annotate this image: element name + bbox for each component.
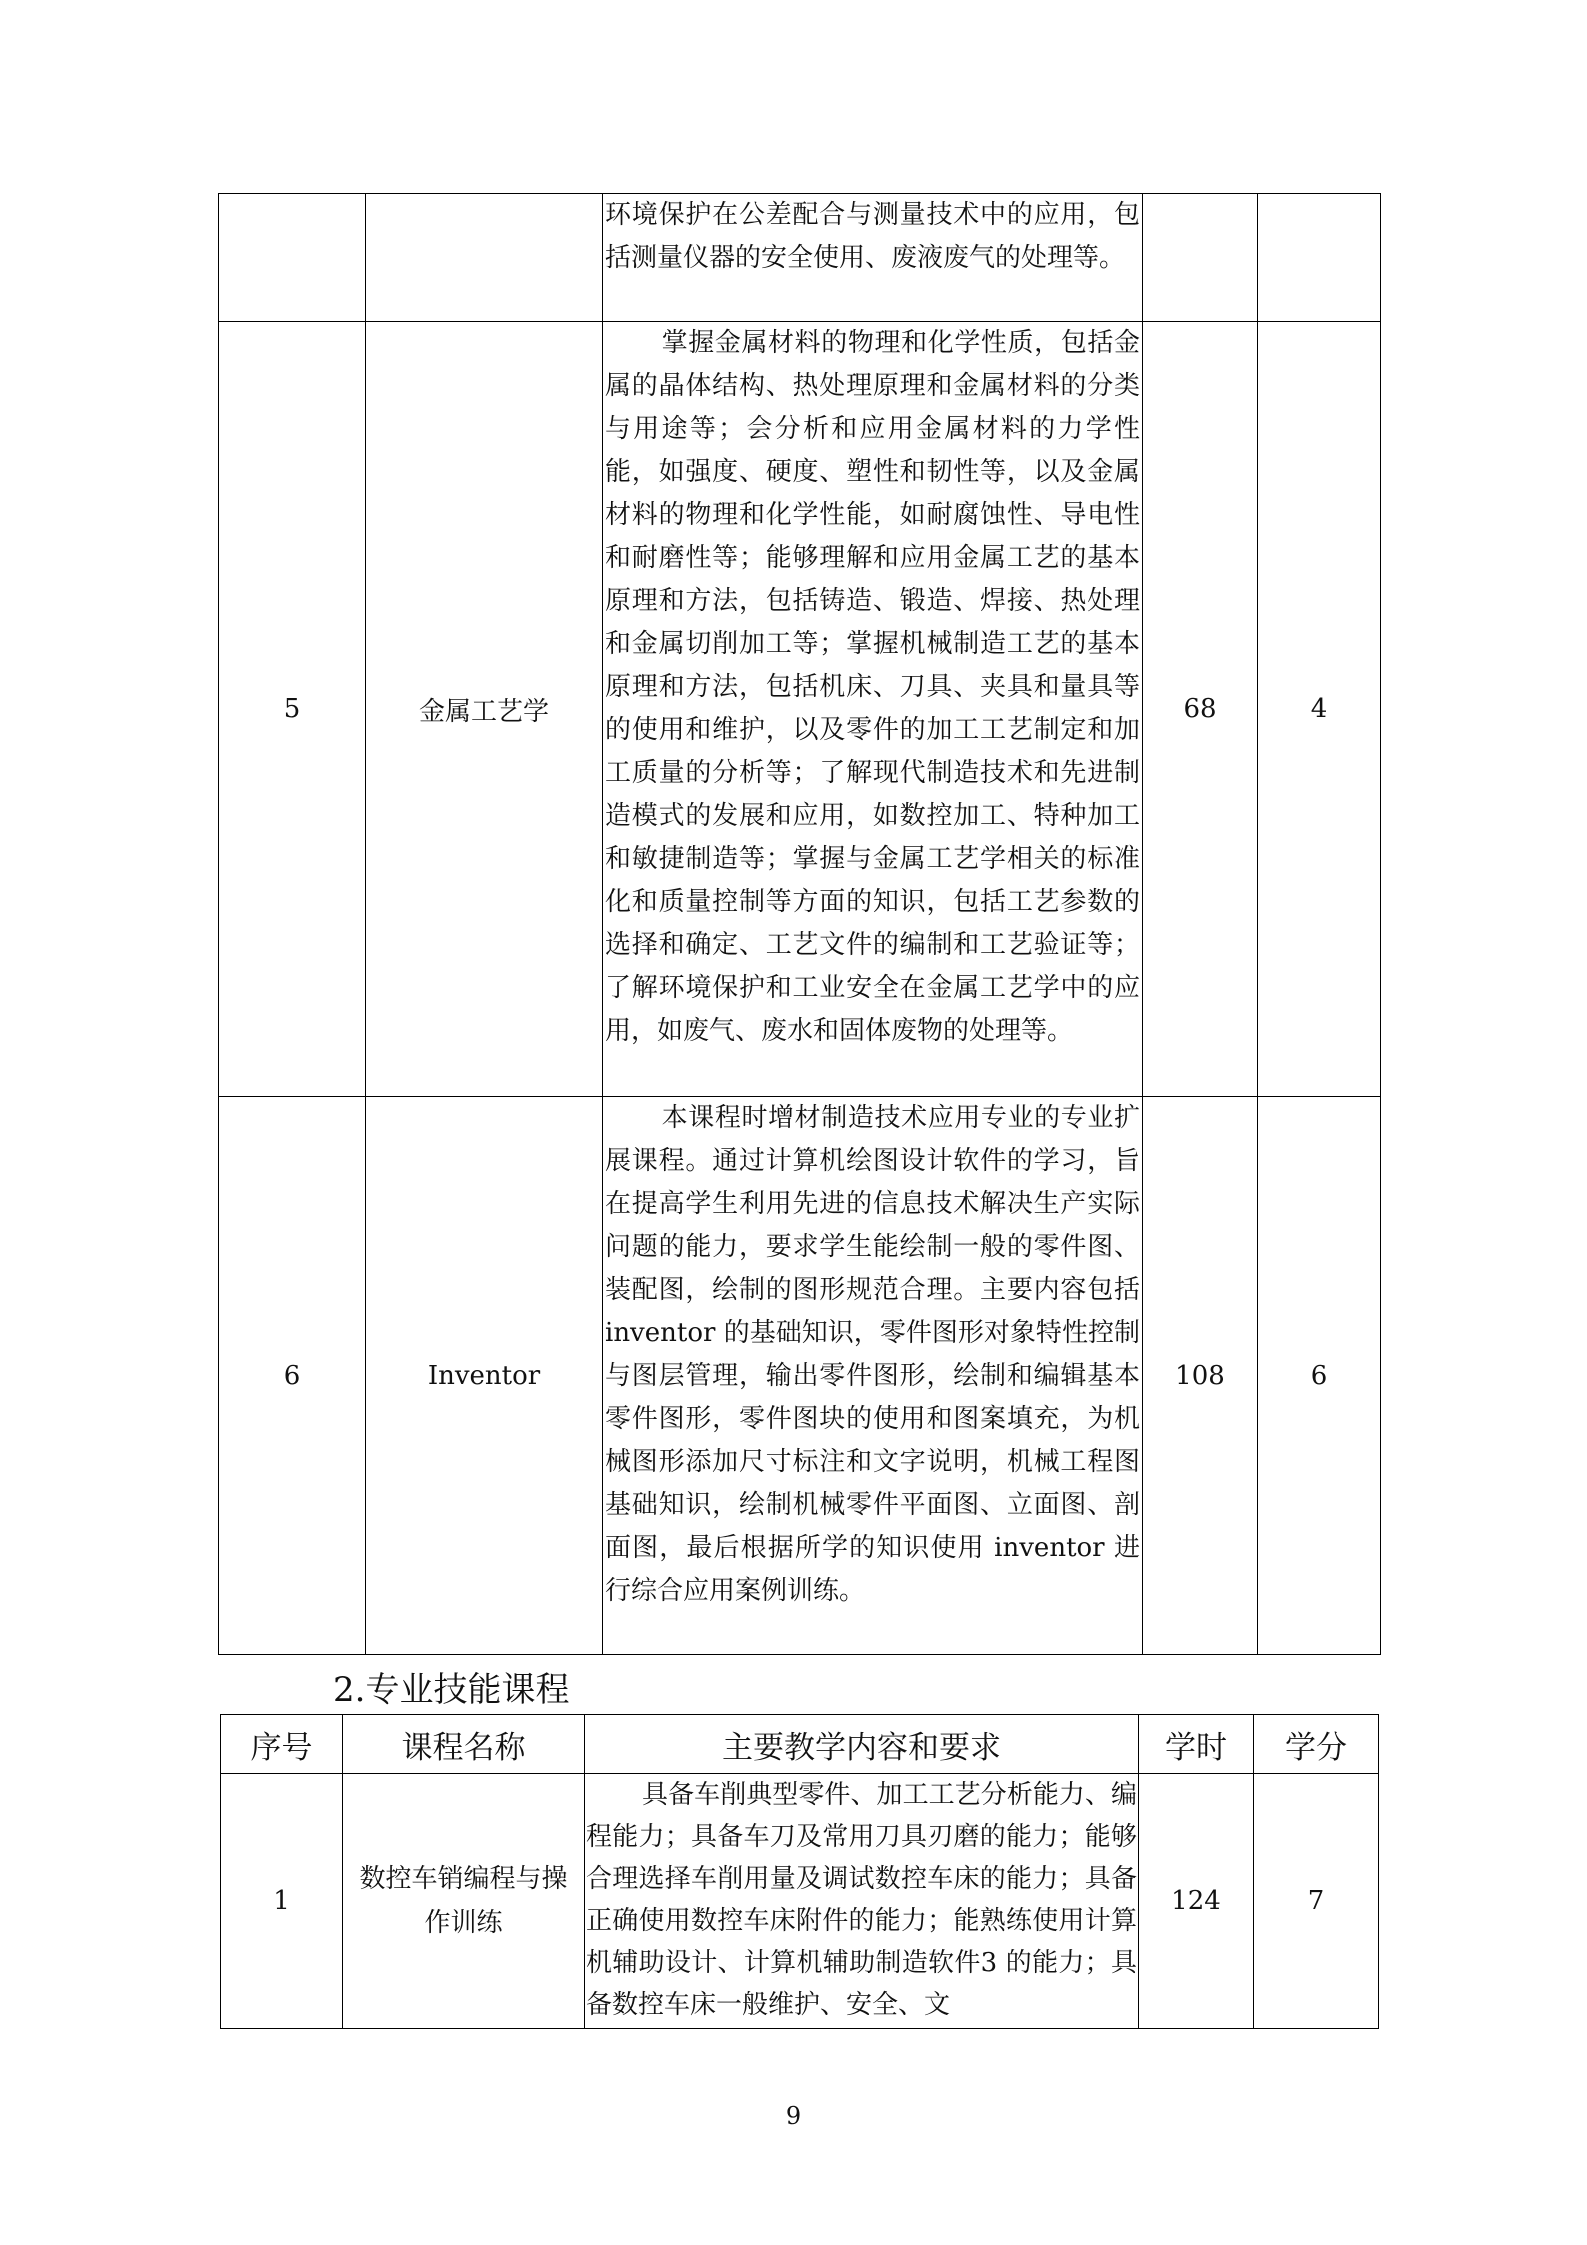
section-heading: 2.专业技能课程 [333,1670,570,1710]
header-credits: 学分 [1254,1715,1379,1774]
course-content: 具备车削典型零件、加工工艺分析能力、编程能力；具备车刀及常用刀具刃磨的能力；能够合理选择车削用量及调试数控车床的能力；具备正确使用数控车床附件的能力；能熟练使用计算机辅助设计、计算机辅助制造软件3 的能力；具备数控车床一般维护、安全、文 [585,1774,1139,2029]
course-name [366,194,603,322]
course-credits: 7 [1254,1774,1379,2029]
course-content: 掌握金属材料的物理和化学性质，包括金属的晶体结构、热处理原理和金属材料的分类与用途等；会分析和应用金属材料的力学性能，如强度、硬度、塑性和韧性等，以及金属材料的物理和化学性能，如耐腐蚀性、导电性和耐磨性等；能够理解和应用金属工艺的基本原理和方法，包括铸造、锻造、焊接、热处理和金属切削加工等；掌握机械制造工艺的基本原理和方法，包括机床、刀具、夹具和量具等的使用和维护，以及零件的加工工艺制定和加工质量的分析等；了解现代制造技术和先进制造模式的发展和应用，如数控加工、特种加工和敏捷制造等；掌握与金属工艺学相关的标准化和质量控制等方面的知识，包括工艺参数的选择和确定、工艺文件的编制和工艺验证等；了解环境保护和工业安全在金属工艺学中的应用，如废气、废水和固体废物的处理等。 [603,322,1143,1097]
row-number [219,194,366,322]
course-name: Inventor [366,1097,603,1655]
course-hours: 108 [1143,1097,1258,1655]
course-name: 金属工艺学 [366,322,603,1097]
header-number: 序号 [221,1715,343,1774]
course-content: 本课程时增材制造技术应用专业的专业扩展课程。通过计算机绘图设计软件的学习，旨在提高学生利用先进的信息技术解决生产实际问题的能力，要求学生能绘制一般的零件图、装配图，绘制的图形规范合理。主要内容包括 inventor 的基础知识，零件图形对象特性控制与图层管理，输出零件图形，绘制和编辑基本零件图形，零件图块的使用和图案填充，为机械图形添加尺寸标注和文字说明，机械工程图基础知识，绘制机械零件平面图、立面图、剖面图，最后根据所学的知识使用 inventor 进行综合应用案例训练。 [603,1097,1143,1655]
table-row [219,1097,1381,1655]
course-table-continued [218,193,1381,1655]
header-content: 主要教学内容和要求 [585,1715,1139,1774]
table-row [219,194,1381,322]
course-hours [1143,194,1258,322]
table-row [219,322,1381,1097]
course-credits: 6 [1258,1097,1381,1655]
header-hours: 学时 [1139,1715,1254,1774]
row-number: 5 [219,322,366,1097]
course-hours: 68 [1143,322,1258,1097]
table-header-row [221,1715,1379,1774]
course-credits [1258,194,1381,322]
row-number: 6 [219,1097,366,1655]
table-row [221,1774,1379,2029]
page-number: 9 [785,2102,802,2130]
course-name: 数控车销编程与操作训练 [343,1774,585,2029]
skills-course-table [220,1714,1379,2029]
header-course-name: 课程名称 [343,1715,585,1774]
course-content: 环境保护在公差配合与测量技术中的应用，包括测量仪器的安全使用、废液废气的处理等。 [603,194,1143,322]
row-number: 1 [221,1774,343,2029]
course-credits: 4 [1258,322,1381,1097]
course-hours: 124 [1139,1774,1254,2029]
